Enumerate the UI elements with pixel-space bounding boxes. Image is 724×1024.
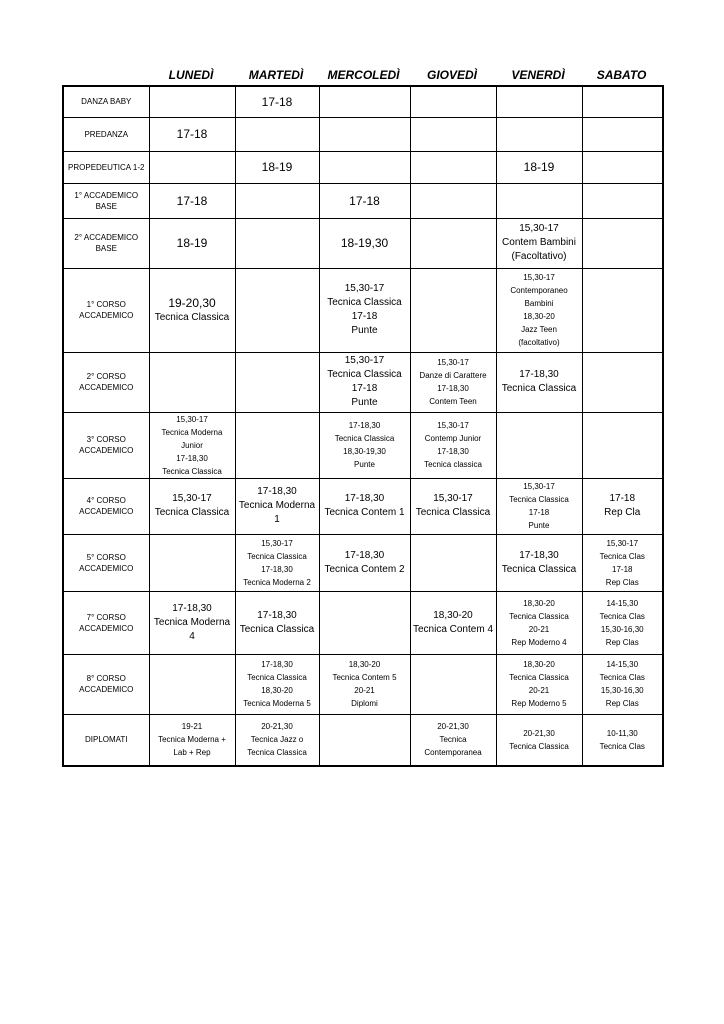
day-header-saturday: SABATO <box>596 68 647 82</box>
cell-text: 20-21,30 <box>261 722 293 732</box>
cell-text: 20-21 <box>528 686 550 695</box>
cell-text: 19-21 <box>181 722 203 732</box>
cell-text: 4 <box>189 630 195 642</box>
cell-text: 18-19 <box>261 160 293 174</box>
cell-text: Tecnica Classica <box>334 434 395 443</box>
cell-text: 17-18,30 <box>261 564 293 574</box>
schedule-cell-saturday <box>582 478 663 534</box>
cell-text: 17-18 <box>612 564 633 574</box>
cell-text: Contemporaneo <box>510 286 568 295</box>
cell-text: 15,30-17 <box>523 273 555 282</box>
cell-text: 18,30-20 <box>523 598 555 608</box>
cell-text: 1 <box>274 514 280 525</box>
cell-text: Tecnica Classica <box>327 297 402 308</box>
schedule-cell-friday <box>496 714 582 766</box>
schedule-cell-thursday <box>410 183 496 218</box>
row-label-line: 5° CORSO <box>86 552 126 562</box>
row-label-line: DIPLOMATI <box>84 735 128 745</box>
row-label-line: 1° ACCADEMICO <box>74 190 139 200</box>
cell-text: (facoltativo) <box>518 338 560 347</box>
schedule-cell-thursday <box>410 268 496 352</box>
table-row <box>63 478 663 534</box>
schedule-cell-friday <box>496 86 582 117</box>
cell-text: 17-18 <box>609 493 636 504</box>
schedule-cell-saturday <box>582 117 663 151</box>
cell-text: Tecnica Contem 4 <box>412 623 494 635</box>
cell-text: 15,30-17 <box>437 421 469 430</box>
row-label-line: BASE <box>95 244 117 253</box>
schedule-cell-monday <box>149 714 235 766</box>
cell-text: 20-21 <box>528 624 550 634</box>
cell-text: 17-18 <box>528 508 550 517</box>
cell-text: 15,30-17 <box>344 283 385 294</box>
cell-text: Rep Cla <box>604 507 641 518</box>
schedule-cell-thursday <box>410 654 496 714</box>
row-label-line: ACCADEMICO <box>79 623 134 633</box>
schedule-cell-thursday <box>410 478 496 534</box>
schedule-cell-tuesday <box>235 268 319 352</box>
cell-text: 17-18 <box>176 127 208 141</box>
cell-text: 20-21,30 <box>523 728 555 738</box>
schedule-cell-friday <box>496 151 582 183</box>
schedule-cell-tuesday <box>235 654 319 714</box>
schedule-cell-thursday <box>410 218 496 268</box>
cell-text: Tecnica Classica <box>162 466 222 476</box>
cell-text: 17-18,30 <box>519 549 559 561</box>
schedule-cell-tuesday <box>235 218 319 268</box>
schedule-cell-tuesday <box>235 352 319 412</box>
schedule-cell-thursday <box>410 151 496 183</box>
row-label-line: 2° CORSO <box>86 372 126 381</box>
table-row <box>63 534 663 591</box>
cell-text: 18-19 <box>523 160 555 174</box>
cell-text: 15,30-17 <box>261 538 293 548</box>
cell-text: Tecnica Classica <box>247 551 307 561</box>
cell-text: Contem Teen <box>429 397 477 406</box>
schedule-cell-wednesday <box>319 714 410 766</box>
day-header-row <box>62 66 662 84</box>
cell-text: 17-18 <box>351 383 378 394</box>
schedule-cell-wednesday <box>319 591 410 654</box>
row-label-line: ACCADEMICO <box>79 685 134 694</box>
cell-text: Bambini <box>524 299 554 308</box>
schedule-cell-wednesday <box>319 412 410 478</box>
cell-text: 10-11,30 <box>606 728 638 738</box>
schedule-cell-friday <box>496 218 582 268</box>
schedule-cell-monday <box>149 151 235 183</box>
cell-text: 17-18,30 <box>344 493 385 504</box>
schedule-cell-monday <box>149 534 235 591</box>
cell-text: Tecnica Classica <box>509 673 569 682</box>
table-row <box>63 352 663 412</box>
row-label-line: PREDANZA <box>84 129 129 139</box>
schedule-cell-monday <box>149 117 235 151</box>
schedule-cell-tuesday <box>235 591 319 654</box>
schedule-cell-tuesday <box>235 478 319 534</box>
cell-text: 17-18,30 <box>437 384 469 393</box>
schedule-cell-saturday <box>582 714 663 766</box>
schedule-cell-friday <box>496 117 582 151</box>
cell-text: Tecnica Contem 5 <box>332 673 397 682</box>
cell-text: Tecnica Classica <box>247 673 307 682</box>
schedule-cell-monday <box>149 352 235 412</box>
cell-text: Rep Moderno 4 <box>511 637 567 647</box>
cell-text: Rep Clas <box>605 577 639 587</box>
cell-text: Tecnica Contem 2 <box>324 563 405 575</box>
row-label <box>63 714 149 766</box>
schedule-table <box>62 85 664 767</box>
cell-text: 15,30-17 <box>606 538 639 548</box>
table-row <box>63 591 663 654</box>
cell-text: 15,30-17 <box>437 358 469 367</box>
cell-text: 17-18 <box>349 193 380 208</box>
schedule-cell-wednesday <box>319 478 410 534</box>
schedule-cell-wednesday <box>319 151 410 183</box>
cell-text: 17-18,30 <box>348 421 381 430</box>
table-row <box>63 218 663 268</box>
cell-text: Tecnica Classica <box>509 741 569 751</box>
schedule-cell-wednesday <box>319 218 410 268</box>
cell-text: Tecnica Moderna <box>161 427 223 437</box>
cell-text: 17-18,30 <box>257 486 297 497</box>
cell-text: 15,30-17 <box>344 355 385 366</box>
table-row <box>63 151 663 183</box>
cell-text: Tecnica Classica <box>509 611 569 621</box>
cell-text: 20-21,30 <box>437 722 469 732</box>
row-label-line: ACCADEMICO <box>79 507 134 516</box>
cell-text: 19-20,30 <box>168 296 216 310</box>
cell-text: Tecnica Clas <box>599 551 645 561</box>
schedule-cell-wednesday <box>319 534 410 591</box>
cell-text: Diplomi <box>351 699 378 708</box>
schedule-cell-saturday <box>582 352 663 412</box>
day-header-wednesday: MERCOLEDÌ <box>327 68 400 82</box>
schedule-cell-monday <box>149 478 235 534</box>
row-label-line: ACCADEMICO <box>79 563 134 573</box>
cell-text: Punte <box>528 521 550 530</box>
day-header-monday: LUNEDÌ <box>168 68 214 82</box>
cell-text: 17-18,30 <box>176 453 208 463</box>
cell-text: 15,30-16,30 <box>600 624 644 634</box>
cell-text: 18,30-20 <box>433 609 473 621</box>
cell-text: Tecnica Classica <box>509 495 569 504</box>
cell-text: Tecnica Classica <box>327 369 402 380</box>
schedule-cell-monday <box>149 218 235 268</box>
schedule-cell-tuesday <box>235 534 319 591</box>
schedule-cell-friday <box>496 534 582 591</box>
schedule-cell-saturday <box>582 591 663 654</box>
cell-text: 18-19,30 <box>340 236 389 250</box>
schedule-cell-thursday <box>410 714 496 766</box>
cell-text: Tecnica Classica <box>154 507 230 518</box>
row-label <box>63 268 149 352</box>
schedule-cell-wednesday <box>319 86 410 117</box>
cell-text: Tecnica Moderna <box>153 616 231 628</box>
cell-text: 18,30-20 <box>523 660 555 669</box>
schedule-cell-saturday <box>582 183 663 218</box>
schedule-cell-friday <box>496 412 582 478</box>
schedule-cell-friday <box>496 183 582 218</box>
day-header-friday: VENERDÌ <box>511 68 565 82</box>
cell-text: 15,30-17 <box>176 414 208 424</box>
row-label-line: 7° CORSO <box>86 612 126 622</box>
schedule-cell-monday <box>149 591 235 654</box>
cell-text: Contem Bambini <box>502 237 576 248</box>
schedule-cell-saturday <box>582 218 663 268</box>
schedule-cell-monday <box>149 86 235 117</box>
schedule-cell-thursday <box>410 86 496 117</box>
cell-text: Tecnica Classica <box>501 563 577 575</box>
schedule-cell-wednesday <box>319 352 410 412</box>
cell-text: Tecnica Classica <box>501 383 577 394</box>
schedule-cell-wednesday <box>319 183 410 218</box>
schedule-cell-friday <box>496 478 582 534</box>
cell-text: Tecnica Classica <box>247 748 307 758</box>
cell-text: 18,30-20 <box>523 312 555 321</box>
cell-text: Tecnica Clas <box>599 611 645 621</box>
cell-text: Jazz Teen <box>521 325 557 334</box>
cell-text: 15,30-16,30 <box>600 686 644 695</box>
row-label <box>63 412 149 478</box>
schedule-cell-friday <box>496 591 582 654</box>
cell-text: 17-18,30 <box>344 549 385 561</box>
schedule-cell-saturday <box>582 654 663 714</box>
cell-text: Lab + Rep <box>173 748 211 758</box>
schedule-cell-monday <box>149 412 235 478</box>
cell-text: Junior <box>181 440 203 450</box>
row-label-line: 4° CORSO <box>86 496 126 505</box>
row-label-line: ACCADEMICO <box>79 446 134 455</box>
row-label-line: 1° CORSO <box>86 300 126 309</box>
cell-text: 18,30-20 <box>261 686 293 695</box>
cell-text: Punte <box>354 460 375 469</box>
schedule-cell-thursday <box>410 591 496 654</box>
cell-text: 15,30-17 <box>433 493 473 504</box>
row-label <box>63 534 149 591</box>
schedule-cell-thursday <box>410 352 496 412</box>
schedule-cell-tuesday <box>235 117 319 151</box>
cell-text: Tecnica Clas <box>599 741 645 751</box>
schedule-cell-friday <box>496 654 582 714</box>
row-label-line: 8° CORSO <box>86 674 126 683</box>
row-label-line: BASE <box>95 201 117 211</box>
schedule-cell-monday <box>149 183 235 218</box>
schedule-cell-monday <box>149 654 235 714</box>
cell-text: Tecnica Moderna <box>238 500 316 511</box>
cell-text: Tecnica Moderna 2 <box>243 577 311 587</box>
cell-text: 15,30-17 <box>172 493 212 504</box>
cell-text: 17-18,30 <box>257 609 297 621</box>
schedule-cell-tuesday <box>235 714 319 766</box>
schedule-cell-saturday <box>582 534 663 591</box>
cell-text: Contemp Junior <box>424 434 482 443</box>
schedule-cell-saturday <box>582 412 663 478</box>
cell-text: 18-19 <box>176 236 208 250</box>
row-label <box>63 183 149 218</box>
row-label-line: 2° ACCADEMICO <box>74 233 139 242</box>
row-label <box>63 352 149 412</box>
cell-text: 17-18 <box>176 193 208 208</box>
table-row <box>63 268 663 352</box>
cell-text: Tecnica Classica <box>154 312 230 323</box>
cell-text: Tecnica Clas <box>599 673 645 682</box>
row-label-line: DANZA BABY <box>81 97 132 107</box>
schedule-cell-saturday <box>582 268 663 352</box>
schedule-cell-thursday <box>410 117 496 151</box>
cell-text: Tecnica Classica <box>239 623 315 635</box>
cell-text: Tecnica Moderna 5 <box>243 699 311 708</box>
cell-text: (Facoltativo) <box>511 251 567 262</box>
day-header-thursday: GIOVEDÌ <box>426 68 477 82</box>
cell-text: 14-15,30 <box>606 660 639 669</box>
row-label-line: ACCADEMICO <box>79 311 134 320</box>
schedule-cell-monday <box>149 268 235 352</box>
row-label <box>63 478 149 534</box>
schedule-cell-tuesday <box>235 412 319 478</box>
row-label <box>63 117 149 151</box>
row-label <box>63 654 149 714</box>
row-label <box>63 86 149 117</box>
cell-text: 14-15,30 <box>606 598 639 608</box>
cell-text: 18,30-19,30 <box>343 447 386 456</box>
cell-text: 17-18,30 <box>172 602 212 614</box>
cell-text: Tecnica Jazz o <box>250 735 304 745</box>
cell-text: 20-21 <box>354 686 375 695</box>
schedule-cell-friday <box>496 268 582 352</box>
row-label <box>63 151 149 183</box>
cell-text: 17-18 <box>261 94 293 109</box>
table-row <box>63 654 663 714</box>
cell-text: 18,30-20 <box>348 660 381 669</box>
table-row <box>63 183 663 218</box>
schedule-cell-thursday <box>410 534 496 591</box>
cell-text: 15,30-17 <box>523 482 555 491</box>
schedule-cell-wednesday <box>319 117 410 151</box>
cell-text: Punte <box>351 325 378 336</box>
schedule-cell-tuesday <box>235 183 319 218</box>
cell-text: 17-18 <box>351 311 378 322</box>
row-label <box>63 218 149 268</box>
row-label-line: 3° CORSO <box>86 435 126 444</box>
table-row <box>63 86 663 117</box>
schedule-cell-thursday <box>410 412 496 478</box>
table-row <box>63 714 663 766</box>
schedule-cell-saturday <box>582 86 663 117</box>
cell-text: 15,30-17 <box>519 223 559 234</box>
schedule-cell-tuesday <box>235 151 319 183</box>
cell-text: Danze di Carattere <box>419 371 487 380</box>
cell-text: 17-18,30 <box>261 660 293 669</box>
cell-text: 17-18,30 <box>437 447 469 456</box>
schedule-cell-wednesday <box>319 268 410 352</box>
row-label <box>63 591 149 654</box>
day-header-tuesday: MARTEDÌ <box>248 68 304 82</box>
cell-text: Rep Moderno 5 <box>511 699 567 708</box>
cell-text: Tecnica Classica <box>415 507 491 518</box>
table-row <box>63 117 663 151</box>
schedule-cell-wednesday <box>319 654 410 714</box>
cell-text: Tecnica <box>439 735 467 745</box>
schedule-cell-tuesday <box>235 86 319 117</box>
table-row <box>63 412 663 478</box>
cell-text: Punte <box>351 397 378 408</box>
cell-text: Contemporanea <box>424 748 482 758</box>
cell-text: Tecnica classica <box>424 460 482 469</box>
row-label-line: PROPEDEUTICA 1-2 <box>68 162 145 172</box>
cell-text: Tecnica Contem 1 <box>324 507 405 518</box>
cell-text: Tecnica Moderna + <box>158 735 226 745</box>
schedule-cell-friday <box>496 352 582 412</box>
cell-text: Rep Clas <box>605 637 639 647</box>
schedule-cell-saturday <box>582 151 663 183</box>
cell-text: 17-18,30 <box>519 369 559 380</box>
cell-text: Rep Clas <box>605 699 639 708</box>
row-label-line: ACCADEMICO <box>79 383 134 392</box>
